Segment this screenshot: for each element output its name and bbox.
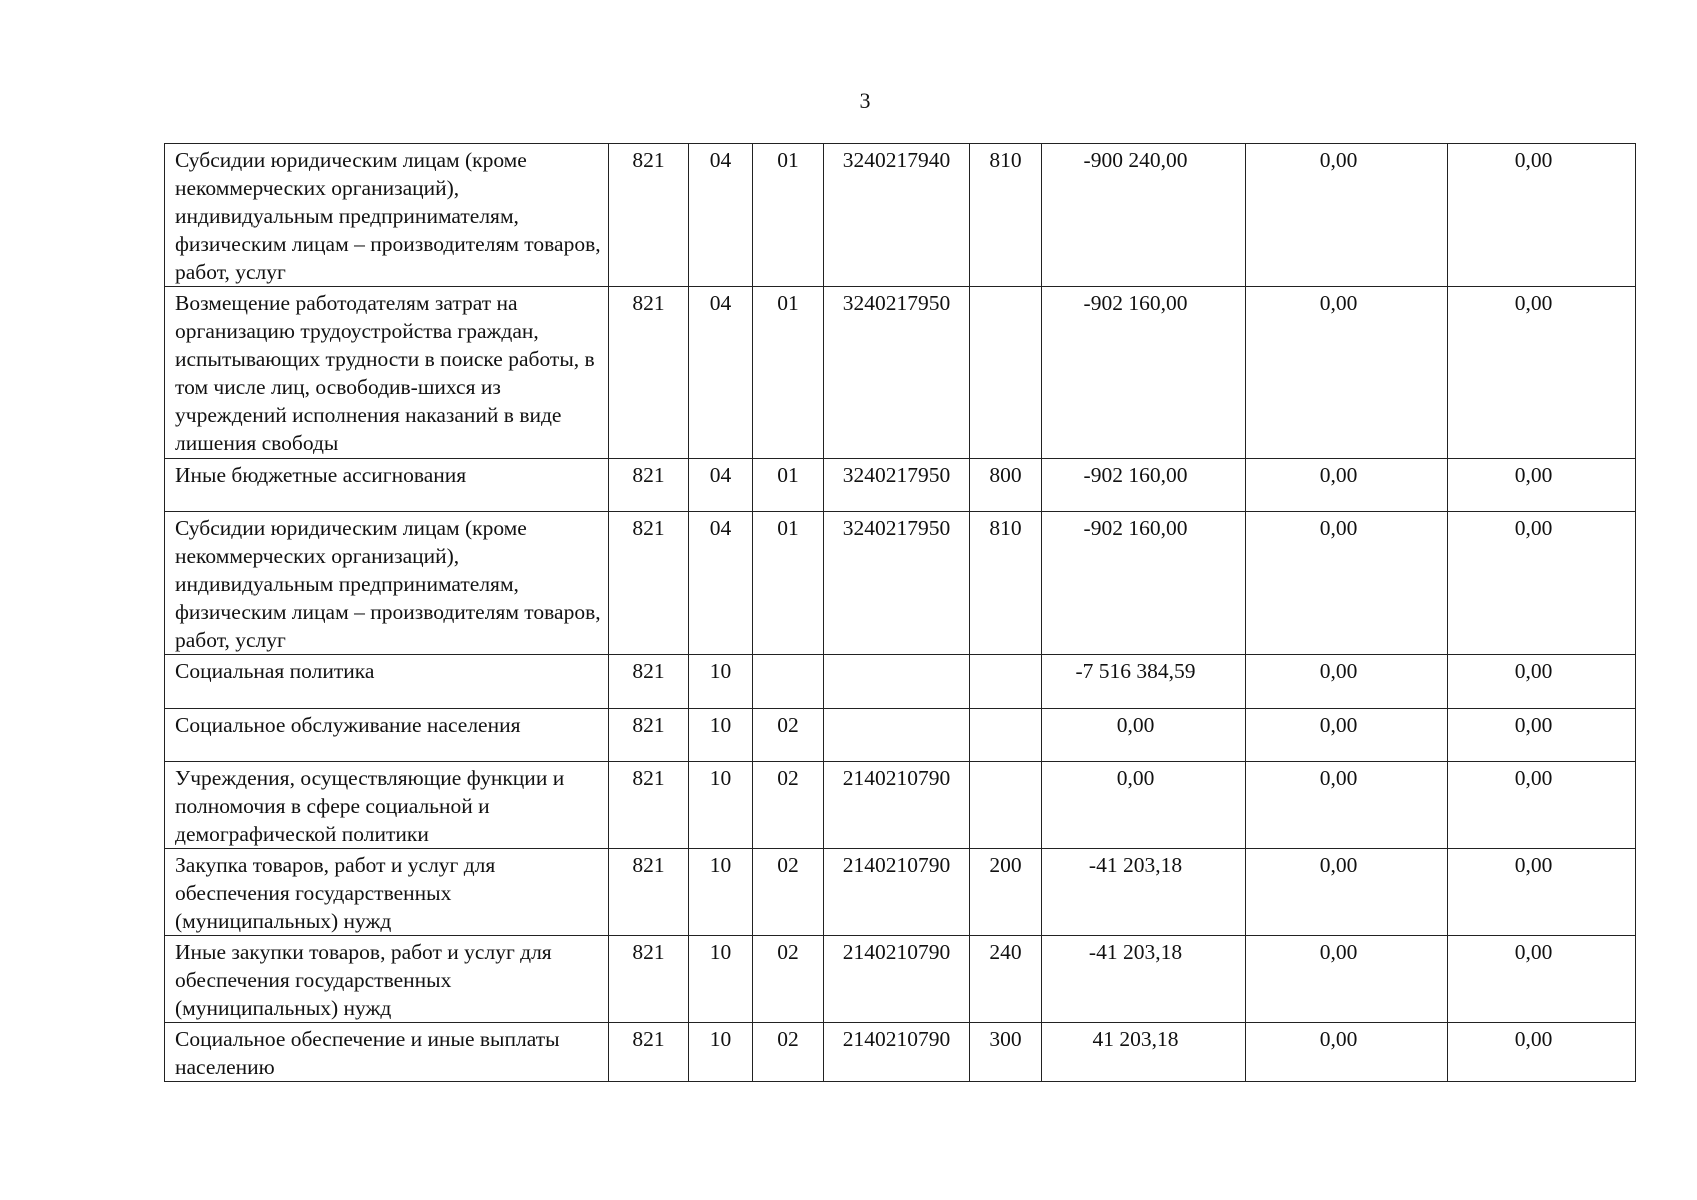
target-article-code: 2140210790 bbox=[824, 849, 970, 936]
amount-2: 0,00 bbox=[1246, 1023, 1448, 1082]
ved-code: 821 bbox=[609, 655, 689, 709]
section-code: 04 bbox=[689, 512, 753, 655]
target-article-code bbox=[824, 709, 970, 762]
amount-2: 0,00 bbox=[1246, 762, 1448, 849]
ved-code: 821 bbox=[609, 144, 689, 287]
amount-1: -7 516 384,59 bbox=[1042, 655, 1246, 709]
target-article-code: 2140210790 bbox=[824, 762, 970, 849]
amount-3: 0,00 bbox=[1448, 936, 1636, 1023]
amount-3: 0,00 bbox=[1448, 512, 1636, 655]
amount-3: 0,00 bbox=[1448, 459, 1636, 512]
expense-type-code: 240 bbox=[970, 936, 1042, 1023]
target-article-code bbox=[824, 655, 970, 709]
target-article-code: 3240217950 bbox=[824, 512, 970, 655]
amount-3: 0,00 bbox=[1448, 709, 1636, 762]
expense-type-code bbox=[970, 709, 1042, 762]
expense-type-code: 300 bbox=[970, 1023, 1042, 1082]
row-name: Закупка товаров, работ и услуг для обеспечения государственных (муниципальных) нужд bbox=[165, 849, 609, 936]
ved-code: 821 bbox=[609, 849, 689, 936]
section-code: 10 bbox=[689, 936, 753, 1023]
amount-3: 0,00 bbox=[1448, 655, 1636, 709]
subsection-code: 01 bbox=[753, 459, 824, 512]
subsection-code: 01 bbox=[753, 287, 824, 459]
table-row bbox=[165, 762, 1636, 849]
target-article-code: 2140210790 bbox=[824, 1023, 970, 1082]
ved-code: 821 bbox=[609, 762, 689, 849]
section-code: 10 bbox=[689, 655, 753, 709]
subsection-code: 01 bbox=[753, 144, 824, 287]
table-row bbox=[165, 512, 1636, 655]
expense-type-code bbox=[970, 287, 1042, 459]
row-name: Возмещение работодателям затрат на организацию трудоустройства граждан, испытывающих трудности в поиске работы, в том числе лиц, освободив-шихся из учреждений исполнения наказаний в виде лишения свободы bbox=[165, 287, 609, 459]
ved-code: 821 bbox=[609, 512, 689, 655]
section-code: 04 bbox=[689, 287, 753, 459]
amount-3: 0,00 bbox=[1448, 144, 1636, 287]
amount-2: 0,00 bbox=[1246, 287, 1448, 459]
subsection-code: 02 bbox=[753, 1023, 824, 1082]
section-code: 10 bbox=[689, 1023, 753, 1082]
expense-type-code: 800 bbox=[970, 459, 1042, 512]
ved-code: 821 bbox=[609, 459, 689, 512]
section-code: 10 bbox=[689, 709, 753, 762]
table-row bbox=[165, 459, 1636, 512]
row-name: Социальное обслуживание населения bbox=[165, 709, 609, 762]
target-article-code: 2140210790 bbox=[824, 936, 970, 1023]
amount-3: 0,00 bbox=[1448, 849, 1636, 936]
expense-type-code: 200 bbox=[970, 849, 1042, 936]
amount-1: -902 160,00 bbox=[1042, 287, 1246, 459]
expense-type-code bbox=[970, 762, 1042, 849]
table-row bbox=[165, 936, 1636, 1023]
section-code: 04 bbox=[689, 459, 753, 512]
amount-1: -41 203,18 bbox=[1042, 936, 1246, 1023]
table-row bbox=[165, 144, 1636, 287]
target-article-code: 3240217940 bbox=[824, 144, 970, 287]
amount-1: 0,00 bbox=[1042, 762, 1246, 849]
section-code: 04 bbox=[689, 144, 753, 287]
amount-3: 0,00 bbox=[1448, 1023, 1636, 1082]
expense-type-code: 810 bbox=[970, 512, 1042, 655]
subsection-code: 02 bbox=[753, 762, 824, 849]
ved-code: 821 bbox=[609, 709, 689, 762]
amount-2: 0,00 bbox=[1246, 936, 1448, 1023]
section-code: 10 bbox=[689, 762, 753, 849]
row-name: Социальное обеспечение и иные выплаты населению bbox=[165, 1023, 609, 1082]
row-name: Учреждения, осуществляющие функции и полномочия в сфере социальной и демографической политики bbox=[165, 762, 609, 849]
expense-type-code bbox=[970, 655, 1042, 709]
ved-code: 821 bbox=[609, 936, 689, 1023]
amount-2: 0,00 bbox=[1246, 512, 1448, 655]
ved-code: 821 bbox=[609, 1023, 689, 1082]
page-number: 3 bbox=[859, 88, 871, 113]
target-article-code: 3240217950 bbox=[824, 459, 970, 512]
amount-2: 0,00 bbox=[1246, 655, 1448, 709]
amount-2: 0,00 bbox=[1246, 709, 1448, 762]
row-name: Социальная политика bbox=[165, 655, 609, 709]
row-name: Субсидии юридическим лицам (кроме некоммерческих организаций), индивидуальным предпринимателям, физическим лицам – производителям товаров, работ, услуг bbox=[165, 144, 609, 287]
amount-1: -41 203,18 bbox=[1042, 849, 1246, 936]
section-code: 10 bbox=[689, 849, 753, 936]
budget-table bbox=[164, 143, 1636, 1082]
row-name: Иные закупки товаров, работ и услуг для обеспечения государственных (муниципальных) нужд bbox=[165, 936, 609, 1023]
subsection-code: 01 bbox=[753, 512, 824, 655]
table-row bbox=[165, 709, 1636, 762]
amount-2: 0,00 bbox=[1246, 144, 1448, 287]
subsection-code bbox=[753, 655, 824, 709]
row-name: Иные бюджетные ассигнования bbox=[165, 459, 609, 512]
amount-2: 0,00 bbox=[1246, 459, 1448, 512]
table-row bbox=[165, 287, 1636, 459]
amount-1: -900 240,00 bbox=[1042, 144, 1246, 287]
table-row bbox=[165, 655, 1636, 709]
amount-3: 0,00 bbox=[1448, 762, 1636, 849]
amount-1: -902 160,00 bbox=[1042, 512, 1246, 655]
subsection-code: 02 bbox=[753, 849, 824, 936]
table-row bbox=[165, 1023, 1636, 1082]
amount-1: 41 203,18 bbox=[1042, 1023, 1246, 1082]
expense-type-code: 810 bbox=[970, 144, 1042, 287]
amount-2: 0,00 bbox=[1246, 849, 1448, 936]
target-article-code: 3240217950 bbox=[824, 287, 970, 459]
amount-1: -902 160,00 bbox=[1042, 459, 1246, 512]
row-name: Субсидии юридическим лицам (кроме некоммерческих организаций), индивидуальным предпринимателям, физическим лицам – производителям товаров, работ, услуг bbox=[165, 512, 609, 655]
subsection-code: 02 bbox=[753, 709, 824, 762]
ved-code: 821 bbox=[609, 287, 689, 459]
subsection-code: 02 bbox=[753, 936, 824, 1023]
table-row bbox=[165, 849, 1636, 936]
amount-3: 0,00 bbox=[1448, 287, 1636, 459]
amount-1: 0,00 bbox=[1042, 709, 1246, 762]
